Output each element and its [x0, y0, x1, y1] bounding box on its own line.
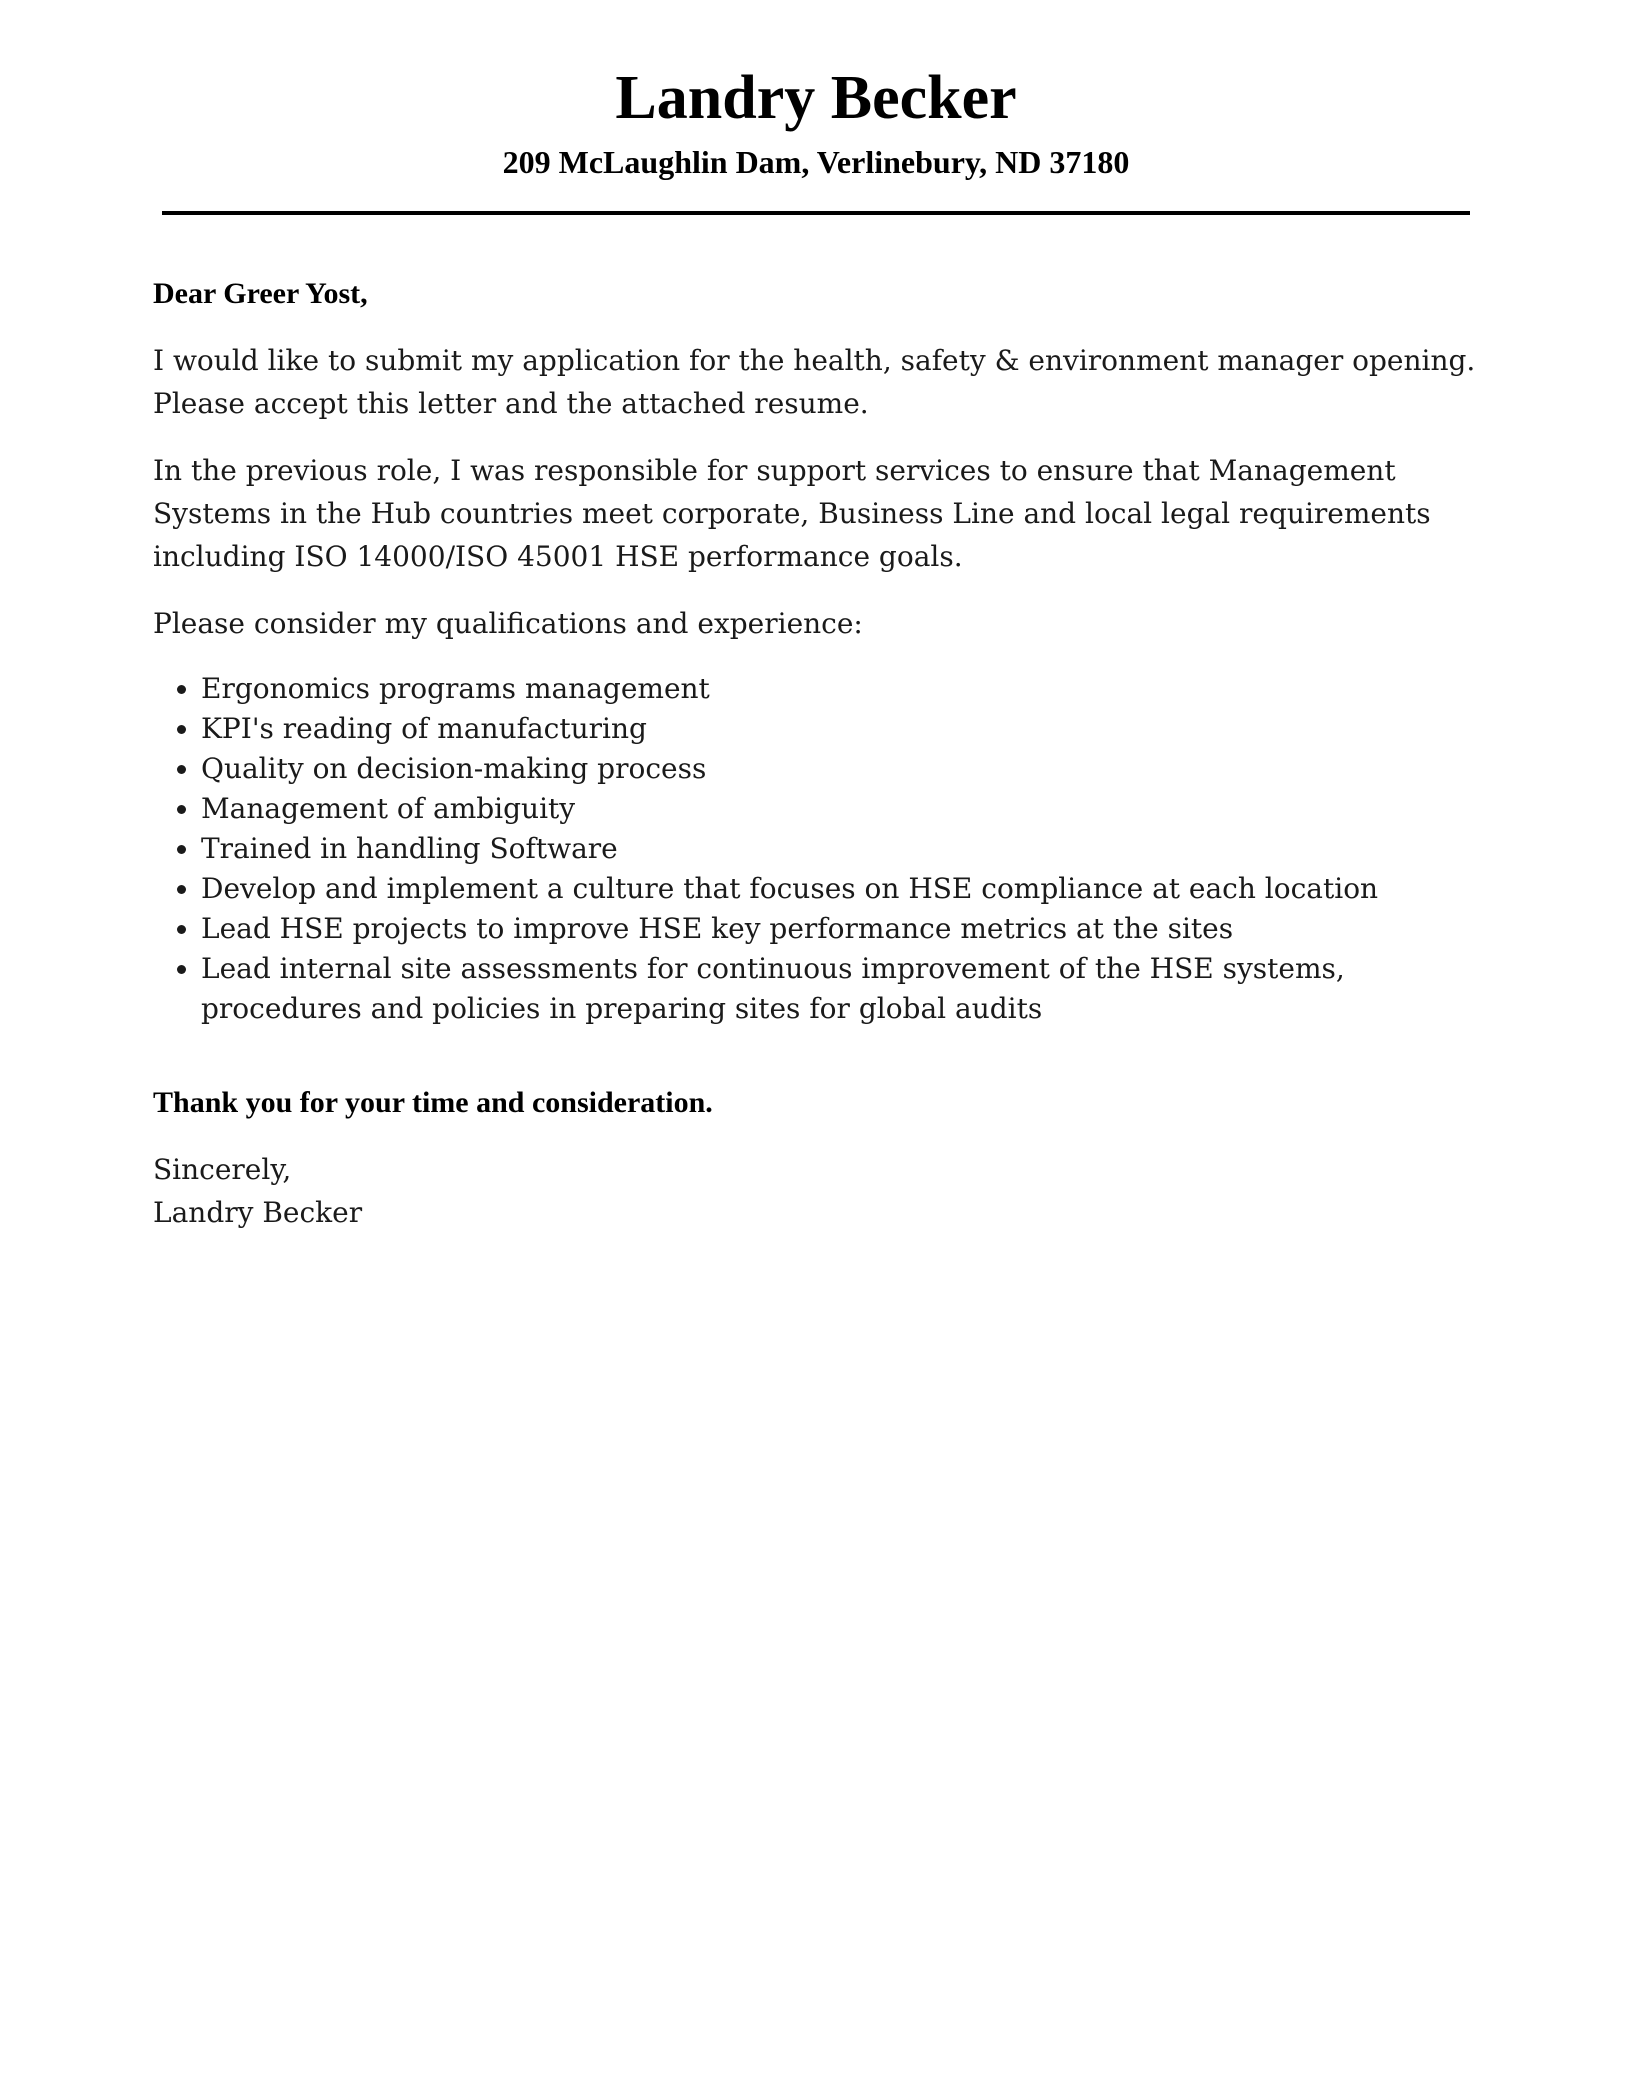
- sender-address: 209 McLaughlin Dam, Verlinebury, ND 37180: [502, 144, 1130, 180]
- sender-name: Landry Becker: [615, 64, 1017, 132]
- salutation: Dear Greer Yost,: [153, 277, 368, 310]
- list-item: • Ergonomics programs management: [201, 669, 1478, 709]
- list-item: • KPI's reading of manufacturing: [201, 709, 1478, 749]
- list-item: • Develop and implement a culture that focuses on HSE compliance at each location: [201, 869, 1478, 909]
- closing-line: Thank you for your time and consideration.: [153, 1086, 713, 1119]
- paragraph-qualifications-lead: Please consider my qualifications and experience:: [153, 607, 863, 640]
- list-item: • Lead HSE projects to improve HSE key performance metrics at the sites: [201, 909, 1478, 949]
- list-item: • Quality on decision-making process: [201, 749, 1478, 789]
- letter-body: [153, 272, 1478, 1234]
- qualifications-list: [153, 669, 1478, 1029]
- signoff: Sincerely,: [153, 1153, 292, 1186]
- signature-name: Landry Becker: [153, 1196, 363, 1229]
- letter-header: [162, 58, 1470, 180]
- header-divider: [162, 211, 1470, 215]
- list-item: • Lead internal site assessments for continuous improvement of the HSE systems, procedures and policies in preparing sites for global audits: [201, 949, 1478, 1029]
- paragraph-intro: I would like to submit my application for the health, safety & environment manager opening. Please accept this letter and the attached resume.: [153, 344, 1476, 420]
- list-item: • Management of ambiguity: [201, 789, 1478, 829]
- list-item: • Trained in handling Software: [201, 829, 1478, 869]
- paragraph-experience: In the previous role, I was responsible for support services to ensure that Management Systems in the Hub countries meet corporate, Business Line and local legal requirements including ISO 14000/ISO 45001 HSE performance goals.: [153, 454, 1431, 573]
